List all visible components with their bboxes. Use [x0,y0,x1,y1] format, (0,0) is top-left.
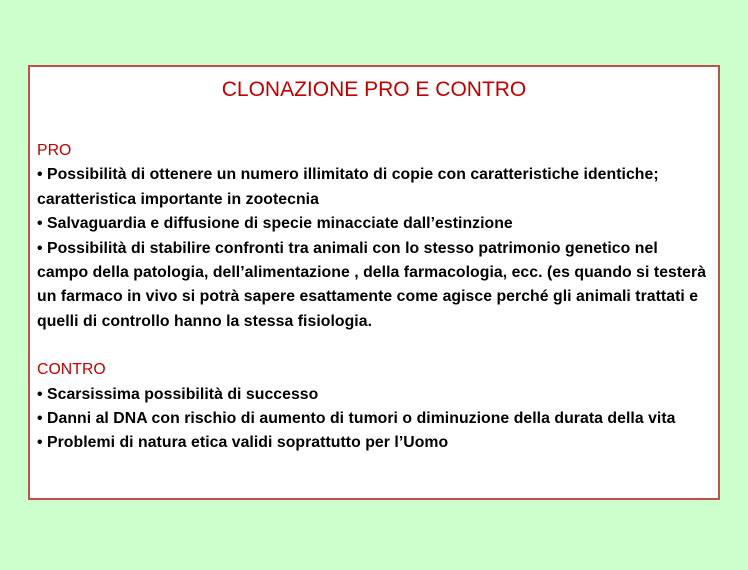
section-spacer [37,334,712,358]
contro-heading: CONTRO [37,361,106,379]
slide-title: CLONAZIONE PRO E CONTRO [221,78,527,101]
contro-item: • Problemi di natura etica validi soprattutto per l’Uomo [37,434,449,452]
contro-item: • Scarsissima possibilità di successo [37,385,319,403]
pro-item: • Possibilità di stabilire confronti tra animali con lo stesso patrimonio genetico nel campo della patologia, dell’alimentazione , della farmacologia, ecc. (es quando si testerà un farmaco in vivo si potrà sapere esattamente come agisce perché gli animali trattati e quelli di controllo hanno la stessa fisiologia. [37,239,707,330]
pro-item: • Salvaguardia e diffusione di specie minacciate dall’estinzione [37,215,513,233]
contro-item: • Danni al DNA con rischio di aumento di tumori o diminuzione della durata della vita [37,410,676,428]
pro-heading: PRO [37,142,72,159]
pro-item: • Possibilità di ottenere un numero illimitato di copie con caratteristiche identiche; caratteristica importante in zootecnia [37,166,659,208]
slide-content [37,139,712,456]
slide-card [28,65,720,500]
